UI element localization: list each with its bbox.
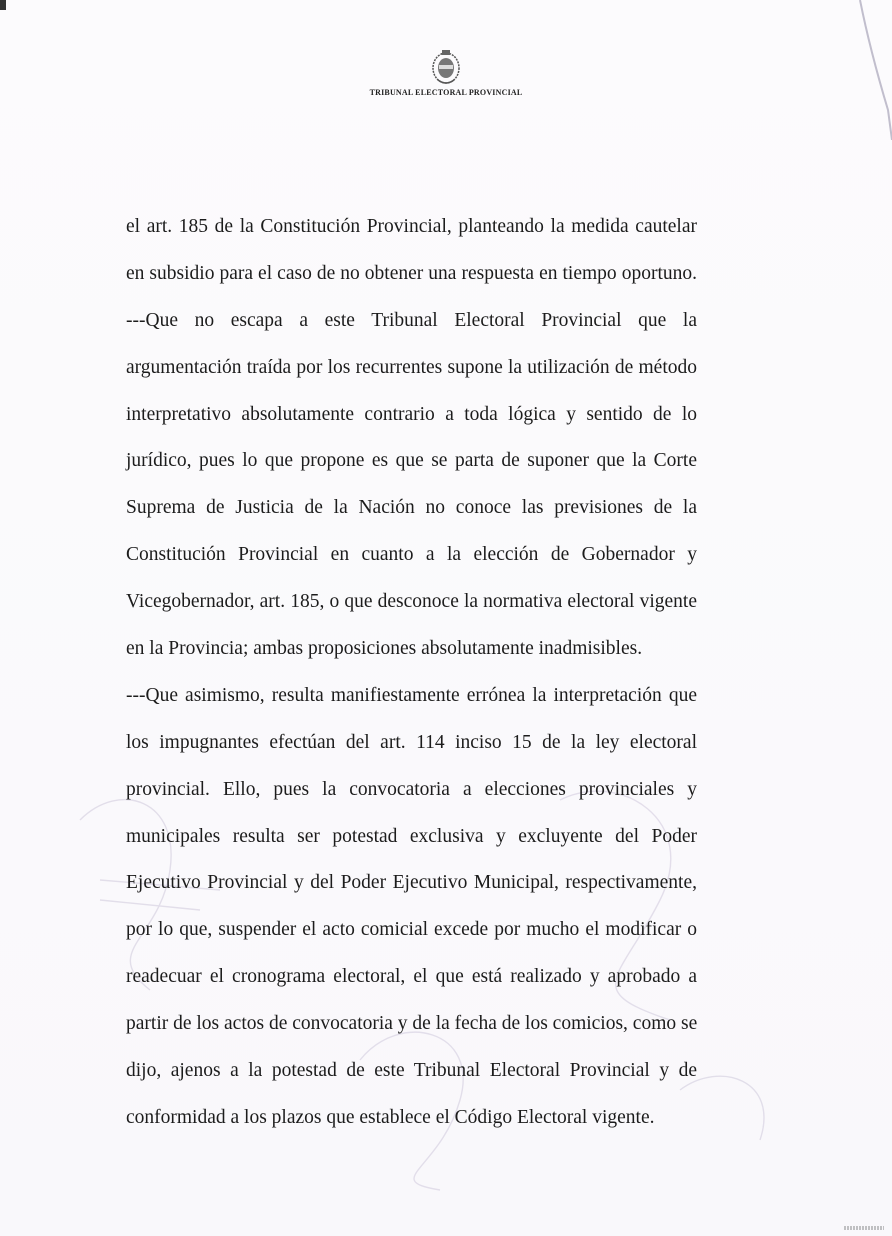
text-line: Constitución Provincial en cuanto a la elección de Gobernador y <box>126 544 697 566</box>
institution-name: TRIBUNAL ELECTORAL PROVINCIAL <box>369 88 523 97</box>
text-line: el art. 185 de la Constitución Provincial, planteando la medida cautelar <box>126 216 697 237</box>
text-line: ---Que no escapa a este Tribunal Electoral Provincial que la <box>126 309 697 331</box>
provincial-coat-of-arms-icon <box>430 48 462 86</box>
scanner-footer-mark <box>844 1226 884 1230</box>
document-body <box>126 204 697 1142</box>
text-line: Vicegobernador, art. 185, o que desconoce la normativa electoral vigente <box>126 591 697 613</box>
text-line: en subsidio para el caso de no obtener una respuesta en tiempo oportuno. <box>126 262 697 284</box>
scan-corner-mark <box>0 0 6 10</box>
text-line: conformidad a los plazos que establece el Código Electoral vigente. <box>126 1106 655 1128</box>
text-line: readecuar el cronograma electoral, el que está realizado y aprobado a <box>126 966 697 988</box>
text-line: jurídico, pues lo que propone es que se parta de suponer que la Corte <box>126 450 697 472</box>
text-line: dijo, ajenos a la potestad de este Tribunal Electoral Provincial y de <box>126 1060 697 1082</box>
text-line: los impugnantes efectúan del art. 114 inciso 15 de la ley electoral <box>126 731 697 753</box>
text-line: partir de los actos de convocatoria y de la fecha de los comicios, como se <box>126 1013 698 1035</box>
text-line: por lo que, suspender el acto comicial excede por mucho el modificar o <box>126 919 697 941</box>
text-line: Ejecutivo Provincial y del Poder Ejecutivo Municipal, respectivamente, <box>126 872 697 894</box>
text-line: interpretativo absolutamente contrario a toda lógica y sentido de lo <box>126 403 697 425</box>
text-line: en la Provincia; ambas proposiciones absolutamente inadmisibles. <box>126 638 643 660</box>
text-line: provincial. Ello, pues la convocatoria a elecciones provinciales y <box>126 778 697 800</box>
letterhead <box>0 48 892 97</box>
text-line: ---Que asimismo, resulta manifiestamente errónea la interpretación que <box>126 684 697 706</box>
text-line: argumentación traída por los recurrentes supone la utilización de método <box>126 356 697 378</box>
text-line: Suprema de Justicia de la Nación no conoce las previsiones de la <box>126 497 697 519</box>
text-line: municipales resulta ser potestad exclusiva y excluyente del Poder <box>126 825 697 847</box>
